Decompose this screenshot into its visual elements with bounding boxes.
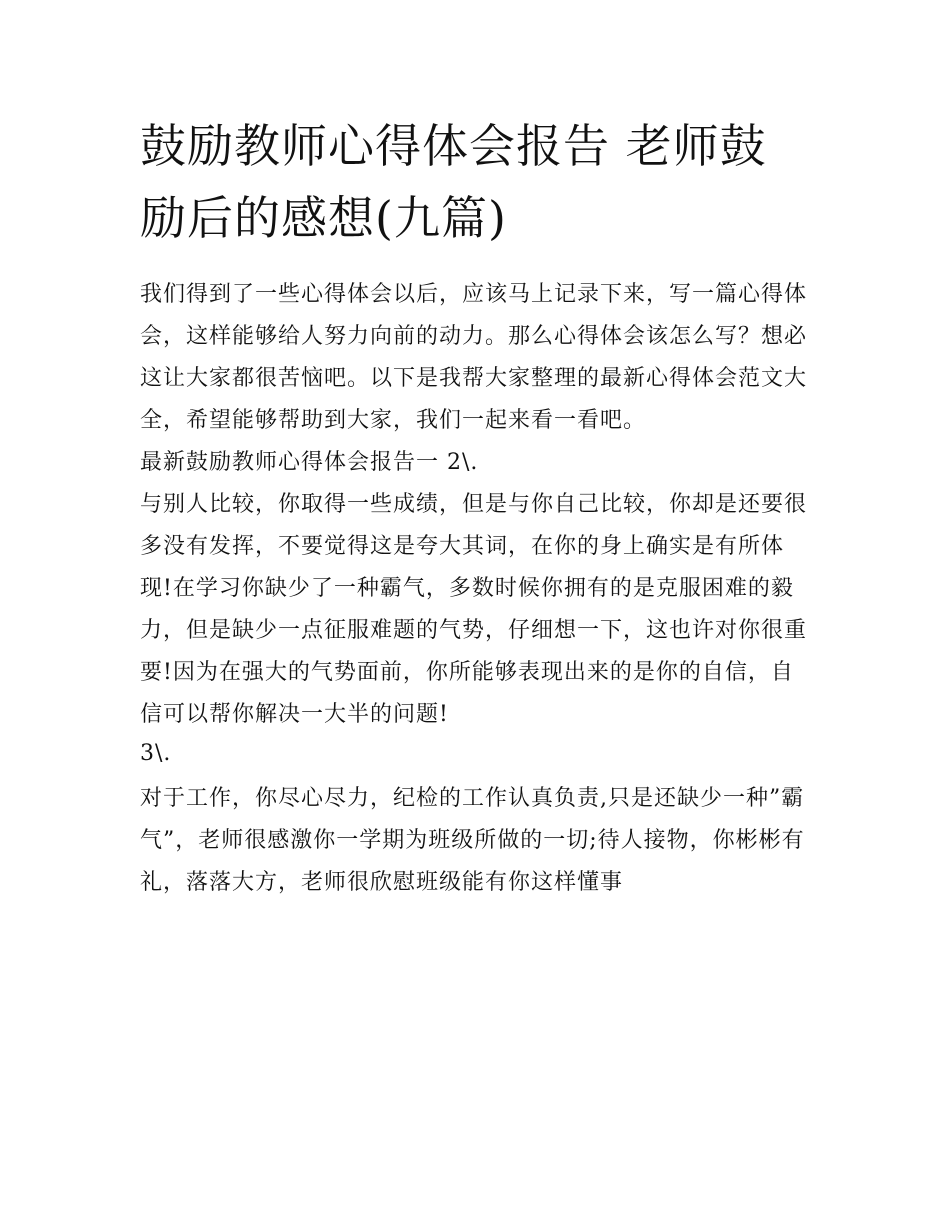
body-paragraph: 对于工作，你尽心尽力，纪检的工作认真负责,只是还缺少一种”霸气”，老师很感激你一学期为班级所做的一切;待人接物，你彬彬有礼，落落大方，老师很欣慰班级能有你这样懂事 bbox=[140, 786, 805, 895]
document-title: 鼓励教师心得体会报告 老师鼓励后的感想(九篇) bbox=[140, 119, 767, 245]
section-number: 3\. bbox=[140, 741, 172, 766]
document-body bbox=[140, 110, 812, 904]
intro-paragraph: 我们得到了一些心得体会以后，应该马上记录下来，写一篇心得体会，这样能够给人努力向前的动力。那么心得体会该怎么写？想必这让大家都很苦恼吧。以下是我帮大家整理的最新心得体会范文大全，希望能够帮助到大家，我们一起来看一看吧。 bbox=[140, 282, 808, 433]
body-paragraph: 与别人比较，你取得一些成绩，但是与你自己比较，你却是还要很多没有发挥，不要觉得这是夸大其词，在你的身上确实是有所体现!在学习你缺少了一种霸气，多数时候你拥有的是克服困难的毅力，但是缺少一点征服难题的气势，仔细想一下，这也许对你很重要!因为在强大的气势面前，你所能够表现出来的是你的自信，自信可以帮你解决一大半的问题! bbox=[140, 492, 808, 727]
section-heading: 最新鼓励教师心得体会报告一 2\. bbox=[140, 450, 479, 475]
